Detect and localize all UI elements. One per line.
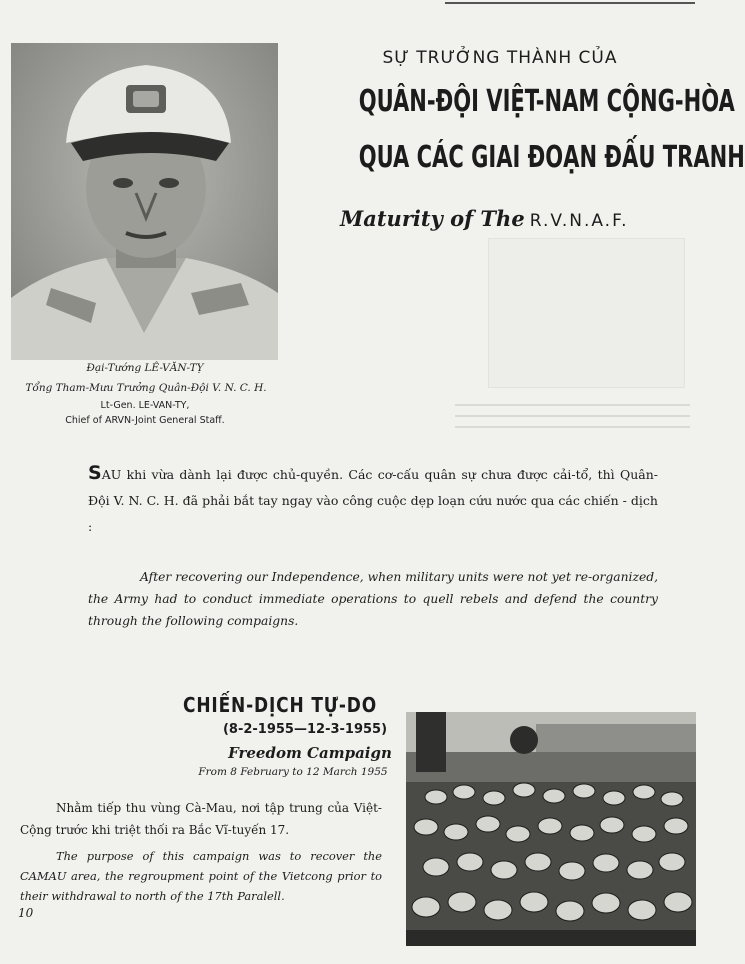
bleed-through-shape bbox=[488, 238, 685, 388]
troops-photo bbox=[406, 712, 696, 946]
intro-dropcap: S bbox=[88, 462, 102, 484]
intro-paragraph-vn bbox=[88, 460, 658, 540]
campaign-dates: (8-2-1955—12-3-1955) bbox=[222, 722, 388, 737]
portrait-photo bbox=[11, 43, 278, 360]
portrait-caption-rank-en: Lt-Gen. LE-VAN-TY, bbox=[100, 400, 190, 411]
page-number: 10 bbox=[18, 906, 34, 920]
heading-english-script: Maturity of The bbox=[340, 206, 525, 231]
portrait-caption-title-en: Chief of ARVN-Joint General Staff. bbox=[65, 415, 225, 426]
campaign-title: CHIẾN-DỊCH TỰ-DO bbox=[182, 693, 378, 717]
campaign-title-en: Freedom Campaign bbox=[228, 744, 392, 762]
campaign-date-range-en: From 8 February to 12 March 1955 bbox=[198, 766, 388, 778]
bleed-through-lines bbox=[455, 395, 690, 450]
intro-paragraph-en: After recovering our Independence, when military units were not yet re-organized, the Army had to conduct immediate operations to quell rebels and defend the country through the following compaigns. bbox=[88, 570, 658, 628]
portrait-caption-rank-vn: Đại-Tướng LÊ-VĂN-TỴ bbox=[86, 362, 204, 374]
campaign-paragraph-vn: Nhằm tiếp thu vùng Cà-Mau, nơi tập trung của Việt-Cộng trước khi triệt thối ra Bắc Vĩ-tuyến 17. bbox=[20, 801, 382, 837]
campaign-paragraph-en: The purpose of this campaign was to recover the CAMAU area, the regroupment point of the Vietcong prior to their withdrawal to north of the 17th Paralell. bbox=[20, 849, 382, 903]
portrait-caption-title-vn: Tổng Tham-Mưu Trưởng Quân-Đội V. N. C. H. bbox=[25, 382, 267, 394]
heading-line-2: QUA CÁC GIAI ĐOẠN ĐẤU TRANH bbox=[358, 140, 745, 175]
heading-subtitle: SỰ TRƯỞNG THÀNH CỦA bbox=[382, 48, 618, 68]
heading-english-caps: R.V.N.A.F. bbox=[529, 211, 629, 231]
heading-english bbox=[340, 206, 680, 231]
top-rule bbox=[445, 2, 695, 4]
heading-line-1: QUÂN-ĐỘI VIỆT-NAM CỘNG-HÒA bbox=[358, 84, 735, 119]
intro-text-vn: AU khi vừa dành lại được chủ-quyền. Các cơ-cấu quân sự chưa được cải-tổ, thì Quân-Đội V. N. C. H. đã phải bắt tay ngay vào công cuộc dẹp loạn cứu nước qua các chiến - dịch : bbox=[88, 467, 658, 534]
